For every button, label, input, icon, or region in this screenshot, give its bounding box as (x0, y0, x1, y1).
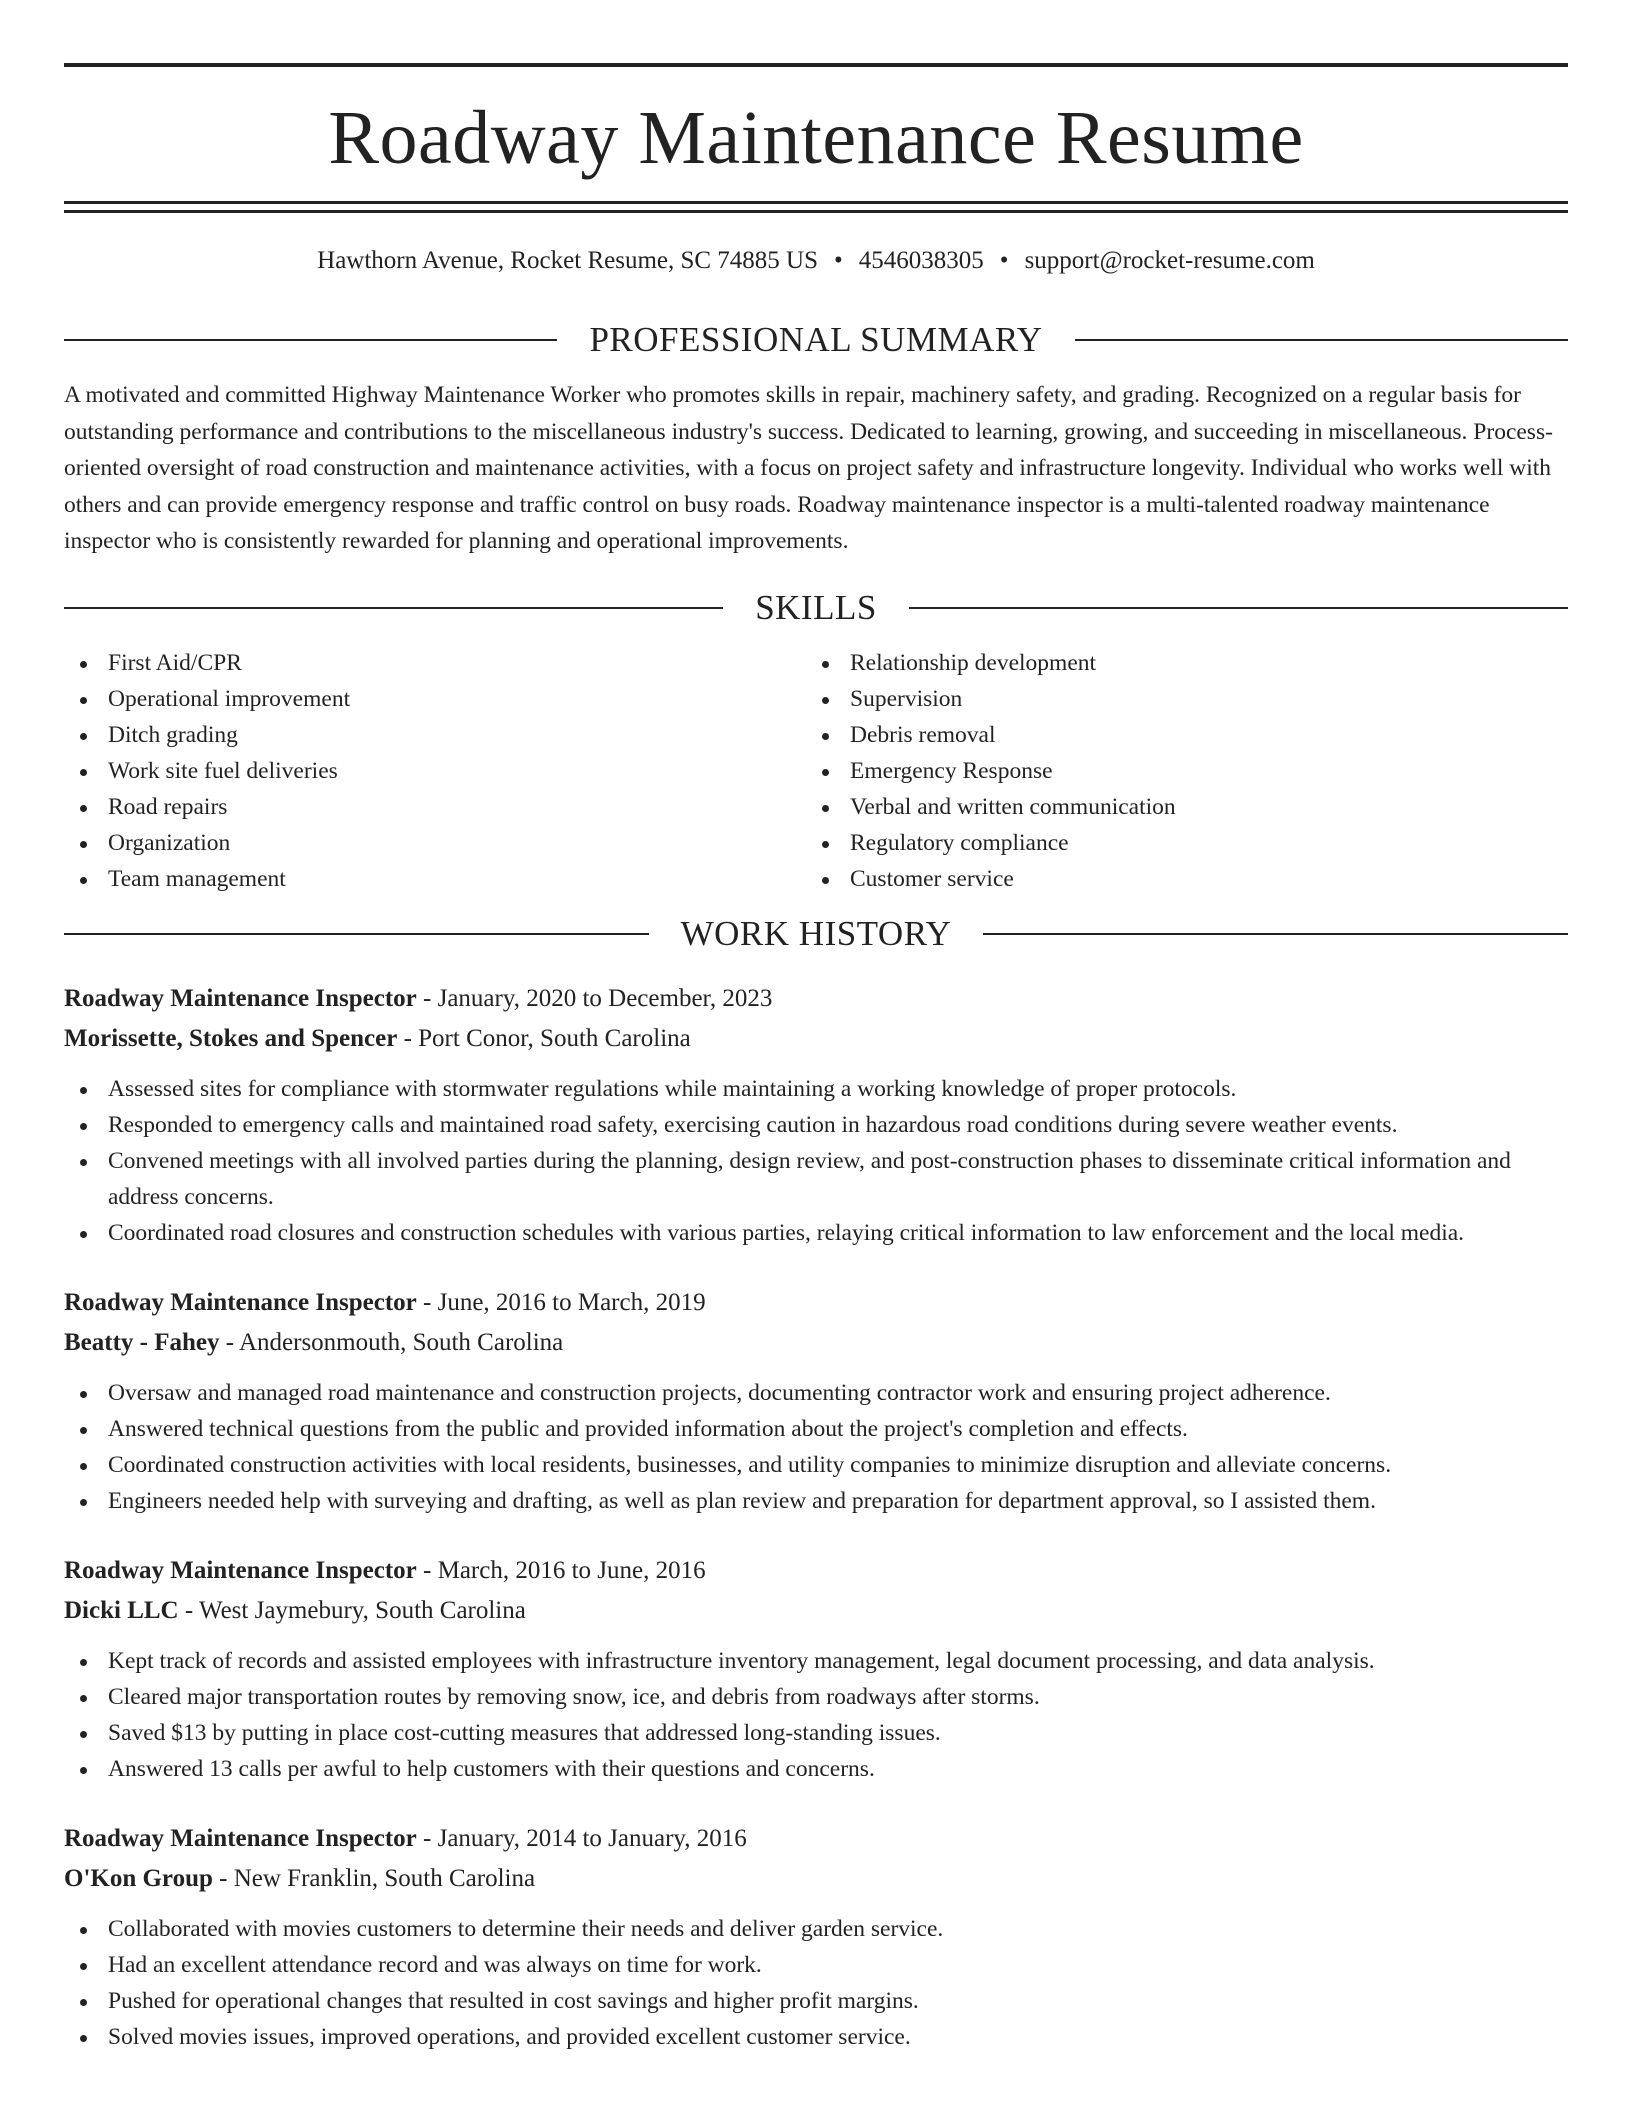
job-entry (64, 1283, 1568, 1519)
heading-rule-left (64, 607, 723, 609)
job-location: - Port Conor, South Carolina (397, 1024, 691, 1052)
contact-address: Hawthorn Avenue, Rocket Resume, SC 74885 US (317, 247, 819, 274)
job-entry (64, 1819, 1568, 2055)
job-bullet: Collaborated with movies customers to determine their needs and deliver garden service. (64, 1911, 1568, 1947)
resume-title: Roadway Maintenance Resume (328, 96, 1304, 180)
job-company: Dicki LLC (64, 1596, 179, 1624)
job-location: - Andersonmouth, South Carolina (219, 1328, 564, 1356)
contact-separator: • (999, 247, 1009, 274)
skill-item: Relationship development (806, 645, 1176, 681)
job-bullets (64, 1911, 1568, 2055)
job-entry (64, 979, 1568, 1251)
skill-item: Work site fuel deliveries (64, 753, 806, 789)
heading-rule-left (64, 933, 649, 935)
job-location: - New Franklin, South Carolina (212, 1864, 536, 1892)
skill-item: Organization (64, 825, 806, 861)
job-bullet: Kept track of records and assisted employees with infrastructure inventory management, legal document processing, and data analysis. (64, 1643, 1568, 1679)
job-bullet: Solved movies issues, improved operations, and provided excellent customer service. (64, 2019, 1568, 2055)
contact-email[interactable]: support@rocket-resume.com (1024, 247, 1315, 274)
job-location: - West Jaymebury, South Carolina (178, 1596, 526, 1624)
title-double-rule (64, 201, 1568, 213)
job-bullet: Answered technical questions from the public and provided information about the project's completion and effects. (64, 1411, 1568, 1447)
job-dates: - March, 2016 to June, 2016 (416, 1556, 706, 1584)
job-entry (64, 1551, 1568, 1787)
job-company: Morissette, Stokes and Spencer (64, 1024, 398, 1052)
section-title-summary: PROFESSIONAL SUMMARY (589, 320, 1043, 359)
skills-column-right (806, 645, 1176, 897)
contact-phone[interactable]: 4546038305 (858, 247, 984, 274)
skill-item: Road repairs (64, 789, 806, 825)
job-bullet: Oversaw and managed road maintenance and construction projects, documenting contractor work and ensuring project adherence. (64, 1375, 1568, 1411)
section-heading-work (64, 914, 1568, 954)
section-heading-summary (64, 320, 1568, 360)
job-company-line (64, 1019, 1568, 1059)
job-company-line (64, 1859, 1568, 1899)
job-title: Roadway Maintenance Inspector (64, 984, 417, 1012)
job-company-line (64, 1591, 1568, 1631)
section-title-skills: SKILLS (755, 587, 877, 627)
skill-item: Team management (64, 861, 806, 897)
job-dates: - January, 2020 to December, 2023 (416, 984, 773, 1012)
skill-item: First Aid/CPR (64, 645, 806, 681)
job-title-line (64, 1819, 1568, 1859)
section-title-work: WORK HISTORY (680, 913, 952, 953)
job-title: Roadway Maintenance Inspector (64, 1824, 417, 1852)
job-bullets (64, 1375, 1568, 1519)
contact-line (64, 246, 1568, 276)
skills-column-left (64, 645, 806, 897)
job-bullet: Pushed for operational changes that resulted in cost savings and higher profit margins. (64, 1983, 1568, 2019)
skill-item: Customer service (806, 861, 1176, 897)
job-bullet: Engineers needed help with surveying and drafting, as well as plan review and preparation for department approval, so I assisted them. (64, 1483, 1568, 1519)
job-bullet: Responded to emergency calls and maintained road safety, exercising caution in hazardous road conditions during severe weather events. (64, 1107, 1568, 1143)
skill-item: Regulatory compliance (806, 825, 1176, 861)
top-rule (64, 63, 1568, 67)
job-dates: - January, 2014 to January, 2016 (416, 1824, 747, 1852)
heading-rule-left (64, 339, 557, 341)
contact-separator: • (834, 247, 843, 274)
heading-rule-right (1075, 339, 1568, 341)
skill-item: Debris removal (806, 717, 1176, 753)
job-dates: - June, 2016 to March, 2019 (416, 1288, 706, 1316)
heading-rule-right (983, 933, 1568, 935)
skill-item: Supervision (806, 681, 1176, 717)
job-bullet: Had an excellent attendance record and was always on time for work. (64, 1947, 1568, 1983)
job-bullet: Answered 13 calls per awful to help customers with their questions and concerns. (64, 1751, 1568, 1787)
job-company: Beatty - Fahey (64, 1328, 220, 1356)
skill-item: Emergency Response (806, 753, 1176, 789)
skills-list (64, 645, 1568, 897)
job-bullet: Saved $13 by putting in place cost-cutting measures that addressed long-standing issues. (64, 1715, 1568, 1751)
resume-page (64, 0, 1568, 2087)
work-history (64, 979, 1568, 2055)
job-bullet: Cleared major transportation routes by removing snow, ice, and debris from roadways after storms. (64, 1679, 1568, 1715)
job-title-line (64, 979, 1568, 1019)
job-bullet: Coordinated road closures and construction schedules with various parties, relaying critical information to law enforcement and the local media. (64, 1215, 1568, 1251)
job-company: O'Kon Group (64, 1864, 213, 1892)
job-bullets (64, 1643, 1568, 1787)
job-title: Roadway Maintenance Inspector (64, 1556, 417, 1584)
heading-rule-right (909, 607, 1568, 609)
job-bullets (64, 1071, 1568, 1251)
job-bullet: Coordinated construction activities with local residents, businesses, and utility companies to minimize disruption and alleviate concerns. (64, 1447, 1568, 1483)
job-title-line (64, 1551, 1568, 1591)
skill-item: Ditch grading (64, 717, 806, 753)
skill-item: Verbal and written communication (806, 789, 1176, 825)
section-heading-skills (64, 588, 1568, 628)
job-bullet: Assessed sites for compliance with stormwater regulations while maintaining a working knowledge of proper protocols. (64, 1071, 1568, 1107)
job-company-line (64, 1323, 1568, 1363)
job-title: Roadway Maintenance Inspector (64, 1288, 417, 1316)
summary-text: A motivated and committed Highway Maintenance Worker who promotes skills in repair, machinery safety, and grading. Recognized on a regular basis for outstanding performance and contributions to the miscellaneous industry's success. Dedicated to learning, growing, and succeeding in miscellaneous. Process-oriented oversight of road construction and maintenance activities, with a focus on project safety and infrastructure longevity. Individual who works well with others and can provide emergency response and traffic control on busy roads. Roadway maintenance inspector is a multi-talented roadway maintenance inspector who is consistently rewarded for planning and operational improvements. (64, 382, 1553, 554)
skill-item: Operational improvement (64, 681, 806, 717)
job-title-line (64, 1283, 1568, 1323)
job-bullet: Convened meetings with all involved parties during the planning, design review, and post-construction phases to disseminate critical information and address concerns. (64, 1143, 1568, 1215)
